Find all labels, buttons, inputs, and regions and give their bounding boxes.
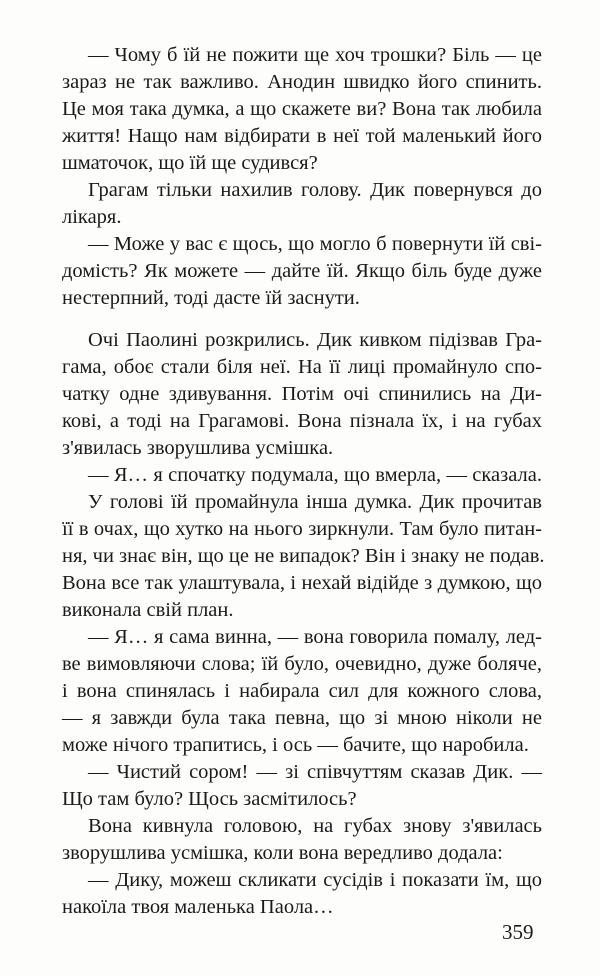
text-line: зараз не так важливо. Анодин швидко його спинить. bbox=[62, 71, 542, 93]
text-line: шматочок, що їй ще судився? bbox=[62, 152, 318, 174]
text-line: Грагам тільки нахилив голову. Дик повернувся до bbox=[88, 179, 542, 201]
text-line: накоїла твоя маленька Паола… bbox=[62, 896, 334, 918]
text-line: — Чистий сором! — зі співчуттям сказав Дик. — bbox=[88, 761, 542, 783]
text-line: її в очах, що хутко на нього зиркнули. Там було питан- bbox=[62, 518, 542, 540]
text-line: чатку одне здивування. Потім очі спинились на Ди- bbox=[62, 383, 542, 405]
text-line: Вона все так улаштувала, і нехай відійде з думкою, що bbox=[62, 572, 542, 594]
text-line: і вона спинялась і набирала сил для кожного слова, bbox=[62, 680, 542, 702]
text-line: — я завжди була така певна, що зі мною ніколи не bbox=[62, 707, 542, 729]
page-number: 359 bbox=[502, 920, 534, 944]
text-line: нестерпний, тоді дасте їй заснути. bbox=[62, 287, 360, 309]
text-line: Це моя така думка, а що скажете ви? Вона так любила bbox=[62, 98, 542, 120]
text-line: домість? Як можете — дайте їй. Якщо біль буде дуже bbox=[62, 260, 542, 282]
text-line: У голові їй промайнула інша думка. Дик прочитав bbox=[88, 491, 542, 513]
text-line: — Чому б їй не пожити ще хоч трошки? Біль — це bbox=[88, 44, 542, 66]
text-line: Вона кивнула головою, на губах знову з'явилась bbox=[88, 815, 542, 837]
text-line: з'явилась зворушлива усмішка. bbox=[62, 437, 334, 459]
text-line: зворушлива усмішка, коли вона вередливо додала: bbox=[62, 842, 503, 864]
text-block-bottom bbox=[62, 327, 545, 921]
text-line: ня, чи знає він, що це не випадок? Він і знаку не подав. bbox=[62, 545, 545, 567]
text-line: лікаря. bbox=[62, 206, 122, 228]
text-line: — Дику, можеш скликати сусідів і показати їм, що bbox=[88, 869, 542, 891]
text-line: Очі Паолині розкрились. Дик кивком підізвав Гра- bbox=[88, 329, 542, 351]
text-block-top bbox=[62, 42, 542, 312]
text-line: кові, а тоді на Грагамові. Вона пізнала їх, і на губах bbox=[62, 410, 542, 432]
text-line: Що там було? Щось засмітилось? bbox=[62, 788, 357, 810]
text-line: — Я… я сама винна, — вона говорила помалу, лед- bbox=[88, 626, 542, 648]
text-line: гама, обоє стали біля неї. На її лиці промайнуло спо- bbox=[62, 356, 542, 378]
text-line: життя! Нащо нам відбирати в неї той маленький його bbox=[62, 125, 542, 147]
text-line: може нічого трапитись, і ось — бачите, що наробила. bbox=[62, 734, 529, 756]
text-line: ве вимовляючи слова; їй було, очевидно, дуже боляче, bbox=[62, 653, 542, 675]
text-line: — Може у вас є щось, що могло б повернути їй сві- bbox=[88, 233, 542, 255]
text-line: — Я… я спочатку подумала, що вмерла, — сказала. bbox=[88, 464, 542, 486]
text-line: виконала свій план. bbox=[62, 599, 234, 621]
